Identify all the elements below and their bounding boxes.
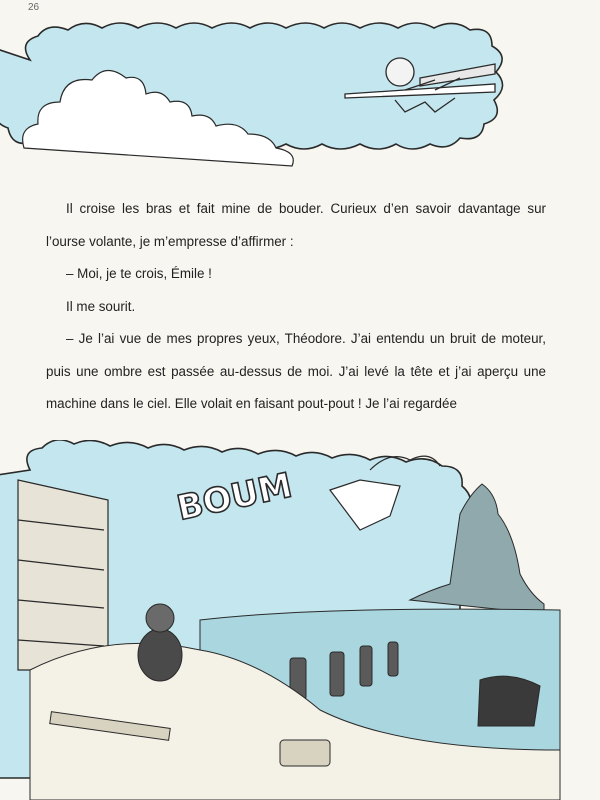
bottom-illustration	[0, 440, 600, 800]
paragraph-4: – Je l’ai vue de mes propres yeux, Théodore. J’ai entendu un bruit de moteur, puis une ombre est passée au-dessus de moi. J’ai levé la tête et j’ai aperçu une machine dans le ciel. Elle volait en faisant pout-pout ! Je l’ai regardée	[46, 331, 546, 411]
paragraph-1: Il croise les bras et fait mine de bouder. Curieux d’en savoir davantage sur l’ourse volante, je m’empresse d’affirmer :	[46, 201, 546, 249]
page-number: 26	[28, 2, 40, 13]
paragraph-3: Il me sourit.	[66, 298, 136, 314]
shed	[18, 480, 108, 670]
top-illustration	[0, 20, 600, 170]
paragraph-2: – Moi, je te crois, Émile !	[66, 266, 212, 281]
story-text	[46, 193, 546, 421]
boum-text: BOUM	[173, 465, 296, 529]
